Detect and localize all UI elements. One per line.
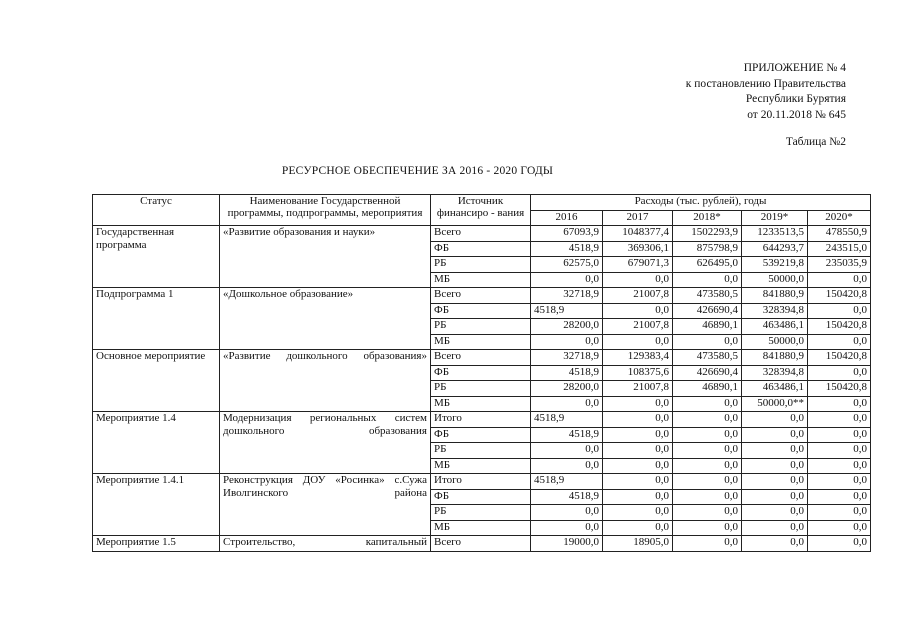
row-source: Всего xyxy=(431,536,531,552)
row-source: РБ xyxy=(431,257,531,273)
row-source: МБ xyxy=(431,334,531,350)
row-value: 0,0 xyxy=(531,396,603,412)
row-source: Итого xyxy=(431,474,531,490)
row-value: 0,0 xyxy=(531,272,603,288)
header-expenses: Расходы (тыс. рублей), годы xyxy=(531,195,871,211)
row-value: 19000,0 xyxy=(531,536,603,552)
row-value: 0,0 xyxy=(808,536,871,552)
row-value: 0,0 xyxy=(808,334,871,350)
row-value: 0,0 xyxy=(603,443,673,459)
header-year: 2019* xyxy=(742,210,808,226)
row-value: 46890,1 xyxy=(673,319,742,335)
row-name: «Развитие образования и науки» xyxy=(220,226,431,288)
row-value: 0,0 xyxy=(742,505,808,521)
row-value: 0,0 xyxy=(603,412,673,428)
row-value: 50000,0 xyxy=(742,272,808,288)
row-value: 0,0 xyxy=(603,458,673,474)
row-value: 644293,7 xyxy=(742,241,808,257)
row-value: 841880,9 xyxy=(742,288,808,304)
row-value: 0,0 xyxy=(808,505,871,521)
row-value: 235035,9 xyxy=(808,257,871,273)
table-row xyxy=(93,350,871,366)
row-value: 0,0 xyxy=(531,443,603,459)
row-value: 0,0 xyxy=(673,443,742,459)
row-value: 21007,8 xyxy=(603,288,673,304)
row-value: 4518,9 xyxy=(531,427,603,443)
table-row xyxy=(93,288,871,304)
table-row xyxy=(93,474,871,490)
row-value: 50000,0** xyxy=(742,396,808,412)
header-year: 2018* xyxy=(673,210,742,226)
row-value: 4518,9 xyxy=(531,365,603,381)
row-value: 0,0 xyxy=(808,427,871,443)
header-name: Наименование Государственной программы, подпрограммы, мероприятия xyxy=(220,195,431,226)
row-status: Мероприятие 1.4 xyxy=(93,412,220,474)
row-value: 0,0 xyxy=(673,412,742,428)
row-value: 129383,4 xyxy=(603,350,673,366)
row-value: 0,0 xyxy=(808,520,871,536)
row-source: ФБ xyxy=(431,241,531,257)
header-year: 2020* xyxy=(808,210,871,226)
row-value: 21007,8 xyxy=(603,381,673,397)
row-value: 0,0 xyxy=(531,334,603,350)
row-value: 0,0 xyxy=(742,489,808,505)
row-value: 478550,9 xyxy=(808,226,871,242)
row-value: 0,0 xyxy=(603,272,673,288)
appendix-line: от 20.11.2018 № 645 xyxy=(747,108,846,121)
row-value: 0,0 xyxy=(603,427,673,443)
row-name xyxy=(220,350,431,412)
row-source: ФБ xyxy=(431,365,531,381)
row-value: 150420,8 xyxy=(808,288,871,304)
row-name-text: Строительство, капитальный xyxy=(223,536,427,548)
row-value: 0,0 xyxy=(603,396,673,412)
row-value: 108375,6 xyxy=(603,365,673,381)
row-source: МБ xyxy=(431,458,531,474)
row-value: 0,0 xyxy=(808,396,871,412)
table-row xyxy=(93,412,871,428)
row-source: Всего xyxy=(431,350,531,366)
row-source: РБ xyxy=(431,319,531,335)
row-name-text: «Развитие дошкольного образования» xyxy=(223,350,427,362)
row-value: 4518,9 xyxy=(531,241,603,257)
appendix-line: к постановлению Правительства xyxy=(685,77,846,90)
appendix-block xyxy=(686,61,846,123)
table-body xyxy=(93,226,871,552)
row-status: Подпрограмма 1 xyxy=(93,288,220,350)
row-value: 0,0 xyxy=(673,458,742,474)
row-value: 0,0 xyxy=(742,427,808,443)
appendix-line: ПРИЛОЖЕНИЕ № 4 xyxy=(743,62,846,74)
row-value: 32718,9 xyxy=(531,288,603,304)
row-value: 0,0 xyxy=(603,505,673,521)
row-value: 626495,0 xyxy=(673,257,742,273)
row-value: 0,0 xyxy=(808,412,871,428)
row-value: 1502293,9 xyxy=(673,226,742,242)
row-value: 4518,9 xyxy=(531,412,603,428)
header-source: Источник финансиро - вания xyxy=(431,195,531,226)
row-value: 463486,1 xyxy=(742,381,808,397)
row-value: 0,0 xyxy=(603,474,673,490)
row-value: 18905,0 xyxy=(603,536,673,552)
row-value: 0,0 xyxy=(808,443,871,459)
row-value: 0,0 xyxy=(531,458,603,474)
row-value: 0,0 xyxy=(673,272,742,288)
table-row xyxy=(93,536,871,552)
row-value: 0,0 xyxy=(808,365,871,381)
row-source: МБ xyxy=(431,272,531,288)
row-value: 0,0 xyxy=(603,334,673,350)
row-name: «Дошкольное образование» xyxy=(220,288,431,350)
row-value: 0,0 xyxy=(808,272,871,288)
resources-table xyxy=(92,194,871,552)
row-source: РБ xyxy=(431,443,531,459)
row-value: 0,0 xyxy=(742,520,808,536)
row-name xyxy=(220,412,431,474)
header-status: Статус xyxy=(93,195,220,226)
row-source: МБ xyxy=(431,520,531,536)
row-value: 0,0 xyxy=(673,396,742,412)
row-value: 0,0 xyxy=(742,474,808,490)
row-value: 0,0 xyxy=(742,443,808,459)
row-value: 875798,9 xyxy=(673,241,742,257)
row-value: 0,0 xyxy=(808,489,871,505)
row-source: РБ xyxy=(431,381,531,397)
row-value: 50000,0 xyxy=(742,334,808,350)
row-name xyxy=(220,536,431,552)
row-value: 426690,4 xyxy=(673,303,742,319)
row-value: 150420,8 xyxy=(808,381,871,397)
row-value: 46890,1 xyxy=(673,381,742,397)
row-value: 539219,8 xyxy=(742,257,808,273)
row-value: 369306,1 xyxy=(603,241,673,257)
row-value: 0,0 xyxy=(742,536,808,552)
row-name-text: Реконструкция ДОУ «Росинка» с.Сужа Иволгинского района xyxy=(223,474,427,499)
row-value: 0,0 xyxy=(673,474,742,490)
row-value: 150420,8 xyxy=(808,350,871,366)
row-value: 0,0 xyxy=(603,520,673,536)
row-value: 679071,3 xyxy=(603,257,673,273)
row-value: 473580,5 xyxy=(673,288,742,304)
row-value: 0,0 xyxy=(808,458,871,474)
row-value: 0,0 xyxy=(673,489,742,505)
row-value: 328394,8 xyxy=(742,303,808,319)
row-name xyxy=(220,474,431,536)
row-value: 0,0 xyxy=(673,505,742,521)
document-title: РЕСУРСНОЕ ОБЕСПЕЧЕНИЕ ЗА 2016 - 2020 ГОДЫ xyxy=(281,165,554,177)
row-source: МБ xyxy=(431,396,531,412)
header-year: 2016 xyxy=(531,210,603,226)
appendix-line: Республики Бурятия xyxy=(745,93,846,105)
row-value: 0,0 xyxy=(673,427,742,443)
header-year: 2017 xyxy=(603,210,673,226)
table-row xyxy=(93,226,871,242)
row-value: 0,0 xyxy=(673,536,742,552)
row-source: ФБ xyxy=(431,303,531,319)
row-value: 28200,0 xyxy=(531,381,603,397)
row-value: 0,0 xyxy=(603,303,673,319)
row-value: 463486,1 xyxy=(742,319,808,335)
row-source: ФБ xyxy=(431,489,531,505)
header-row xyxy=(93,195,871,211)
row-value: 21007,8 xyxy=(603,319,673,335)
row-status: Мероприятие 1.5 xyxy=(93,536,220,552)
row-source: ФБ xyxy=(431,427,531,443)
row-source: Итого xyxy=(431,412,531,428)
row-value: 0,0 xyxy=(808,474,871,490)
row-value: 0,0 xyxy=(673,520,742,536)
row-value: 62575,0 xyxy=(531,257,603,273)
row-value: 0,0 xyxy=(531,505,603,521)
table-number: Таблица №2 xyxy=(785,136,846,148)
row-value: 1233513,5 xyxy=(742,226,808,242)
row-value: 841880,9 xyxy=(742,350,808,366)
row-value: 243515,0 xyxy=(808,241,871,257)
row-value: 0,0 xyxy=(808,303,871,319)
row-value: 28200,0 xyxy=(531,319,603,335)
row-value: 328394,8 xyxy=(742,365,808,381)
row-value: 0,0 xyxy=(531,520,603,536)
row-source: РБ xyxy=(431,505,531,521)
row-value: 0,0 xyxy=(742,458,808,474)
row-name-text: Модернизация региональных систем дошкольного образования xyxy=(223,412,427,437)
row-status: Мероприятие 1.4.1 xyxy=(93,474,220,536)
row-value: 0,0 xyxy=(603,489,673,505)
row-value: 426690,4 xyxy=(673,365,742,381)
row-value: 1048377,4 xyxy=(603,226,673,242)
row-status: Основное мероприятие xyxy=(93,350,220,412)
row-value: 473580,5 xyxy=(673,350,742,366)
row-value: 4518,9 xyxy=(531,474,603,490)
row-status: Государственная программа xyxy=(93,226,220,288)
row-value: 150420,8 xyxy=(808,319,871,335)
row-source: Всего xyxy=(431,288,531,304)
row-value: 0,0 xyxy=(742,412,808,428)
row-value: 0,0 xyxy=(673,334,742,350)
row-value: 32718,9 xyxy=(531,350,603,366)
row-source: Всего xyxy=(431,226,531,242)
row-value: 4518,9 xyxy=(531,489,603,505)
row-value: 67093,9 xyxy=(531,226,603,242)
row-value: 4518,9 xyxy=(531,303,603,319)
